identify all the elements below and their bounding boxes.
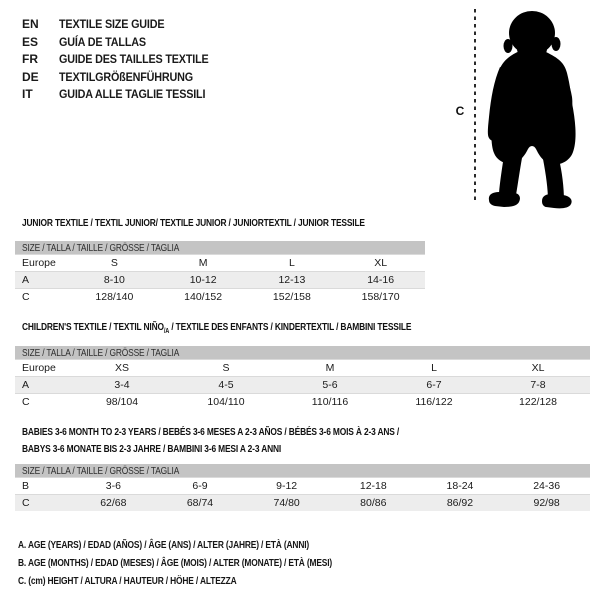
table-header-row — [15, 346, 590, 360]
height-cell: 92/98 — [503, 495, 590, 512]
junior-size-table — [15, 241, 425, 305]
size-header-label: SIZE / TALLA / TAILLE / GRÖSSE / TAGLIA — [15, 464, 590, 478]
language-row-de — [22, 69, 225, 87]
babies-size-table — [15, 464, 590, 511]
language-code: DE — [22, 69, 39, 84]
height-cell: 74/80 — [243, 495, 330, 512]
size-cell: S — [174, 360, 278, 377]
language-label: GUIDE DES TAILLES TEXTILE — [59, 52, 209, 66]
height-cell: 122/128 — [486, 394, 590, 411]
age-cell: 18-24 — [417, 478, 504, 495]
age-cell: 9-12 — [243, 478, 330, 495]
table-row-europe — [15, 360, 590, 377]
age-cell: 3-4 — [70, 377, 174, 394]
age-cell: 24-36 — [503, 478, 590, 495]
age-cell: 12-13 — [248, 272, 337, 289]
size-header-label: SIZE / TALLA / TAILLE / GRÖSSE / TAGLIA — [15, 241, 425, 255]
age-cell: 4-5 — [174, 377, 278, 394]
language-row-it — [22, 86, 225, 104]
table-header-row — [15, 464, 590, 478]
table-row-height — [15, 495, 590, 512]
language-row-en — [22, 16, 225, 34]
table-row-height — [15, 289, 425, 306]
height-cell: 152/158 — [248, 289, 337, 306]
height-cell: 158/170 — [336, 289, 425, 306]
row-label: A — [15, 377, 70, 394]
row-label: C — [15, 289, 70, 306]
height-cell: 116/122 — [382, 394, 486, 411]
size-cell: XL — [486, 360, 590, 377]
height-marker-label: C — [455, 104, 465, 118]
size-cell: S — [70, 255, 159, 272]
language-label: GUIDA ALLE TAGLIE TESSILI — [59, 87, 206, 101]
language-label: TEXTILGRÖßENFÜHRUNG — [59, 69, 193, 84]
size-cell: XL — [336, 255, 425, 272]
legend-line-b: B. AGE (MONTHS) / EDAD (MESES) / ÂGE (MOIS) / ALTER (MONATE) / ETÀ (MESI) — [18, 557, 333, 569]
age-cell: 14-16 — [336, 272, 425, 289]
language-code: EN — [22, 17, 39, 31]
language-label: GUÍA DE TALLAS — [59, 34, 146, 49]
table-row-europe — [15, 255, 425, 272]
height-cell: 62/68 — [70, 495, 157, 512]
legend-line-c: C. (cm) HEIGHT / ALTURA / HAUTEUR / HÖHE / ALTEZZA — [18, 575, 237, 587]
age-cell: 10-12 — [159, 272, 248, 289]
children-section-title: CHILDREN'S TEXTILE / TEXTIL $NIÑO_{/A}$ / TEXTILE DES ENFANTS / KINDERTEXTIL / BAMBINI TESSILE — [22, 321, 412, 336]
language-title-list — [22, 16, 225, 104]
size-cell: L — [248, 255, 337, 272]
language-code: IT — [22, 87, 33, 101]
size-cell: M — [278, 360, 382, 377]
babies-section-title: BABIES 3-6 MONTH TO 2-3 YEARS / BEBÉS 3-6 MESES A 2-3 AÑOS / BÉBÉS 3-6 MOIS À 2-3 ANS / BABYS 3-6 MONATE BIS 2-3 JAHRE / BAMBINI 3-6 MESI A 2-3 ANNI — [22, 426, 400, 455]
height-cell: 110/116 — [278, 394, 382, 411]
table-row-age-months — [15, 478, 590, 495]
language-code: ES — [22, 34, 39, 49]
row-label: C — [15, 495, 70, 512]
row-label: Europe — [15, 255, 70, 272]
height-cell: 128/140 — [70, 289, 159, 306]
junior-section-title: JUNIOR TEXTILE / TEXTIL JUNIOR/ TEXTILE JUNIOR / JUNIORTEXTIL / JUNIOR TESSILE — [22, 217, 365, 229]
language-label: TEXTILE SIZE GUIDE — [59, 17, 165, 31]
table-row-height — [15, 394, 590, 411]
row-label: A — [15, 272, 70, 289]
age-cell: 5-6 — [278, 377, 382, 394]
size-header-label: SIZE / TALLA / TAILLE / GRÖSSE / TAGLIA — [15, 346, 590, 360]
age-cell: 6-9 — [157, 478, 244, 495]
table-header-row — [15, 241, 425, 255]
height-cell: 80/86 — [330, 495, 417, 512]
baby-silhouette-graphic — [450, 3, 600, 213]
language-row-fr — [22, 51, 225, 69]
height-measure-figure — [450, 3, 600, 213]
height-cell: 68/74 — [157, 495, 244, 512]
height-cell: 86/92 — [417, 495, 504, 512]
height-cell: 98/104 — [70, 394, 174, 411]
nino-a-subscript: /A — [163, 328, 170, 336]
height-cell: 104/110 — [174, 394, 278, 411]
table-row-age — [15, 377, 590, 394]
size-cell: XS — [70, 360, 174, 377]
legend-line-a: A. AGE (YEARS) / EDAD (AÑOS) / ÂGE (ANS) / ALTER (JAHRE) / ETÀ (ANNI) — [18, 539, 310, 551]
table-row-age — [15, 272, 425, 289]
row-label: B — [15, 478, 70, 495]
age-cell: 6-7 — [382, 377, 486, 394]
age-cell: 7-8 — [486, 377, 590, 394]
age-cell: 8-10 — [70, 272, 159, 289]
age-cell: 3-6 — [70, 478, 157, 495]
language-code: FR — [22, 52, 38, 66]
children-size-table — [15, 346, 590, 410]
language-row-es — [22, 34, 225, 52]
row-label: C — [15, 394, 70, 411]
size-cell: L — [382, 360, 486, 377]
baby-silhouette — [488, 11, 576, 208]
age-cell: 12-18 — [330, 478, 417, 495]
row-label: Europe — [15, 360, 70, 377]
size-cell: M — [159, 255, 248, 272]
measure-legend — [18, 536, 411, 590]
height-cell: 140/152 — [159, 289, 248, 306]
